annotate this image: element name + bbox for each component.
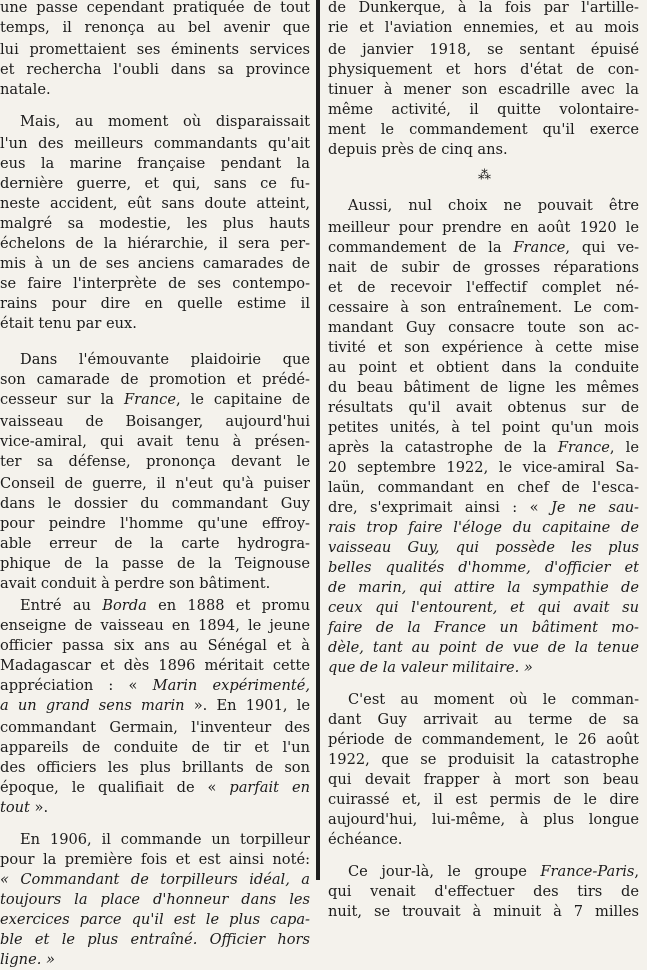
- text-line: dans le dossier du commandant Guy: [0, 495, 310, 512]
- text-line: rains pour dire en quelle estime il: [0, 295, 310, 312]
- text-line: natale.: [0, 81, 51, 98]
- text-line: résultats qu'il avait obtenus sur de: [328, 399, 639, 416]
- text-line: qui devait frapper à mort son beau: [328, 771, 639, 788]
- text-line: vaisseau Guy, qui possède les plus: [328, 539, 639, 556]
- column-rule: [316, 0, 320, 880]
- text-line: de marin, qui attire la sympathie de: [328, 579, 639, 596]
- text-line: ligne. »: [0, 951, 55, 968]
- text-line: ble et le plus entraîné. Officier hors: [0, 931, 310, 948]
- text-line: des officiers les plus brillants de son: [0, 759, 310, 776]
- text-line: mandant Guy consacre toute son ac-: [328, 319, 639, 336]
- text-line: échéance.: [328, 831, 403, 848]
- text-line: belles qualités d'homme, d'officier et: [328, 559, 639, 576]
- text-line: 1922, que se produisit la catastrophe: [328, 751, 639, 768]
- text-line: ceux qui l'entourent, et qui avait su: [328, 599, 639, 616]
- text-line: commandement de la France, qui ve-: [328, 239, 640, 256]
- text-line: après la catastrophe de la France, le: [328, 439, 639, 456]
- text-line: tivité et son expérience à cette mise: [328, 339, 639, 356]
- text-line: vaisseau de Boisanger, aujourd'hui: [0, 413, 310, 430]
- text-line: se faire l'interprète de ses contempo-: [0, 275, 310, 292]
- text-line: qui venait d'effectuer des tirs de: [328, 883, 639, 900]
- text-line: période de commandement, le 26 août: [328, 731, 639, 748]
- text-line: « Commandant de torpilleurs idéal, a: [0, 871, 310, 888]
- text-line: échelons de la hiérarchie, il sera per-: [0, 235, 310, 252]
- text-line: commandant Germain, l'inventeur des: [0, 719, 310, 736]
- text-line: En 1906, il commande un torpilleur: [20, 831, 310, 848]
- text-line: Entré au Borda en 1888 et promu: [20, 597, 310, 614]
- text-line: physiquement et hors d'état de con-: [328, 61, 639, 78]
- text-line: officier passa six ans au Sénégal et à: [0, 637, 310, 654]
- text-line: son camarade de promotion et prédé-: [0, 371, 310, 388]
- text-line: neste accident, eût sans doute atteint,: [0, 195, 310, 212]
- text-line: époque, le qualifiait de « parfait en: [0, 779, 311, 796]
- text-line: appareils de conduite de tir et l'un: [0, 739, 310, 756]
- text-line: dant Guy arrivait au terme de sa: [328, 711, 639, 728]
- text-line: ment le commandement qu'il exerce: [328, 121, 639, 138]
- text-line: l'un des meilleurs commandants qu'ait: [0, 135, 310, 152]
- text-line: toujours la place d'honneur dans les: [0, 891, 310, 908]
- text-line: que de la valeur militaire. »: [328, 659, 533, 676]
- text-line: dre, s'exprimait ainsi : « Je ne sau-: [328, 499, 639, 516]
- text-line: meilleur pour prendre en août 1920 le: [328, 219, 639, 236]
- right-column: [328, 0, 640, 920]
- text-line: ter sa défense, prononça devant le: [0, 453, 310, 470]
- text-line: une passe cependant pratiquée de tout: [0, 0, 310, 16]
- text-line: temps, il renonça au bel avenir que: [0, 19, 310, 36]
- text-line: rie et l'aviation ennemies, et au mois: [328, 19, 639, 36]
- text-line: pour la première fois et est ainsi noté:: [0, 851, 310, 868]
- text-line: Aussi, nul choix ne pouvait être: [348, 197, 639, 214]
- text-line: C'est au moment où le comman-: [348, 691, 639, 708]
- text-line: du beau bâtiment de ligne les mêmes: [328, 379, 639, 396]
- text-line: Dans l'émouvante plaidoirie que: [20, 351, 310, 368]
- text-line: Madagascar et dès 1896 méritait cette: [0, 657, 310, 674]
- text-line: dèle, tant au point de vue de la tenue: [328, 639, 639, 656]
- text-line: Mais, au moment où disparaissait: [20, 113, 310, 130]
- text-line: dernière guerre, et qui, sans ce fu-: [0, 175, 310, 192]
- text-line: vice-amiral, qui avait tenu à présen-: [0, 433, 310, 450]
- text-line: de janvier 1918, se sentant épuisé: [328, 41, 639, 58]
- text-line: nait de subir de grosses réparations: [328, 259, 639, 276]
- left-column: [0, 0, 311, 968]
- section-separator-icon: ⁂: [478, 168, 491, 183]
- text-line: était tenu par eux.: [0, 315, 137, 332]
- text-line: avait conduit à perdre son bâtiment.: [0, 575, 271, 592]
- text-line: Ce jour-là, le groupe France-Paris,: [348, 863, 639, 880]
- text-line: malgré sa modestie, les plus hauts: [0, 215, 310, 232]
- text-line: depuis près de cinq ans.: [328, 141, 508, 158]
- text-line: exercices parce qu'il est le plus capa-: [0, 911, 310, 928]
- text-line: eus la marine française pendant la: [0, 155, 310, 172]
- text-line: enseigne de vaisseau en 1894, le jeune: [0, 617, 310, 634]
- text-line: cuirassé et, il est permis de le dire: [328, 791, 639, 808]
- text-line: cessaire à son entraînement. Le com-: [328, 299, 639, 316]
- text-line: appréciation : « Marin expérimenté,: [0, 677, 310, 694]
- text-line: rais trop faire l'éloge du capitaine de: [328, 519, 639, 536]
- text-line: laün, commandant en chef de l'esca-: [328, 479, 639, 496]
- text-line: Conseil de guerre, il n'eut qu'à puiser: [0, 475, 310, 492]
- text-line: et recherchа l'oubli dans sa province: [0, 61, 310, 78]
- text-line: nuit, se trouvait à minuit à 7 milles: [328, 903, 639, 920]
- text-line: même activité, il quitte volontaire-: [328, 101, 639, 118]
- text-line: aujourd'hui, lui-même, à plus longue: [328, 811, 639, 828]
- text-line: mis à un de ses anciens camarades de: [0, 255, 310, 272]
- text-line: lui promettaient ses éminents services: [0, 41, 310, 58]
- text-line: de Dunkerque, à la fois par l'artille-: [328, 0, 639, 16]
- text-line: pour peindre l'homme qu'une effroy-: [0, 515, 310, 532]
- text-line: tinuer à mener son escadrille avec la: [328, 81, 639, 98]
- text-line: phique de la passe de la Teignouse: [0, 555, 310, 572]
- text-line: au point et obtient dans la conduite: [328, 359, 639, 376]
- text-line: cesseur sur la France, le capitaine de: [0, 391, 310, 408]
- text-line: et de recevoir l'effectif complet né-: [328, 279, 639, 296]
- text-line: 20 septembre 1922, le vice-amiral Sa-: [328, 459, 639, 476]
- text-line: faire de la France un bâtiment mo-: [328, 619, 639, 636]
- text-line: tout ».: [0, 799, 49, 816]
- text-line: petites unités, à tel point qu'un mois: [328, 419, 639, 436]
- text-line: able erreur de la carte hydrogra-: [0, 535, 310, 552]
- text-line: a un grand sens marin ». En 1901, le: [0, 697, 310, 714]
